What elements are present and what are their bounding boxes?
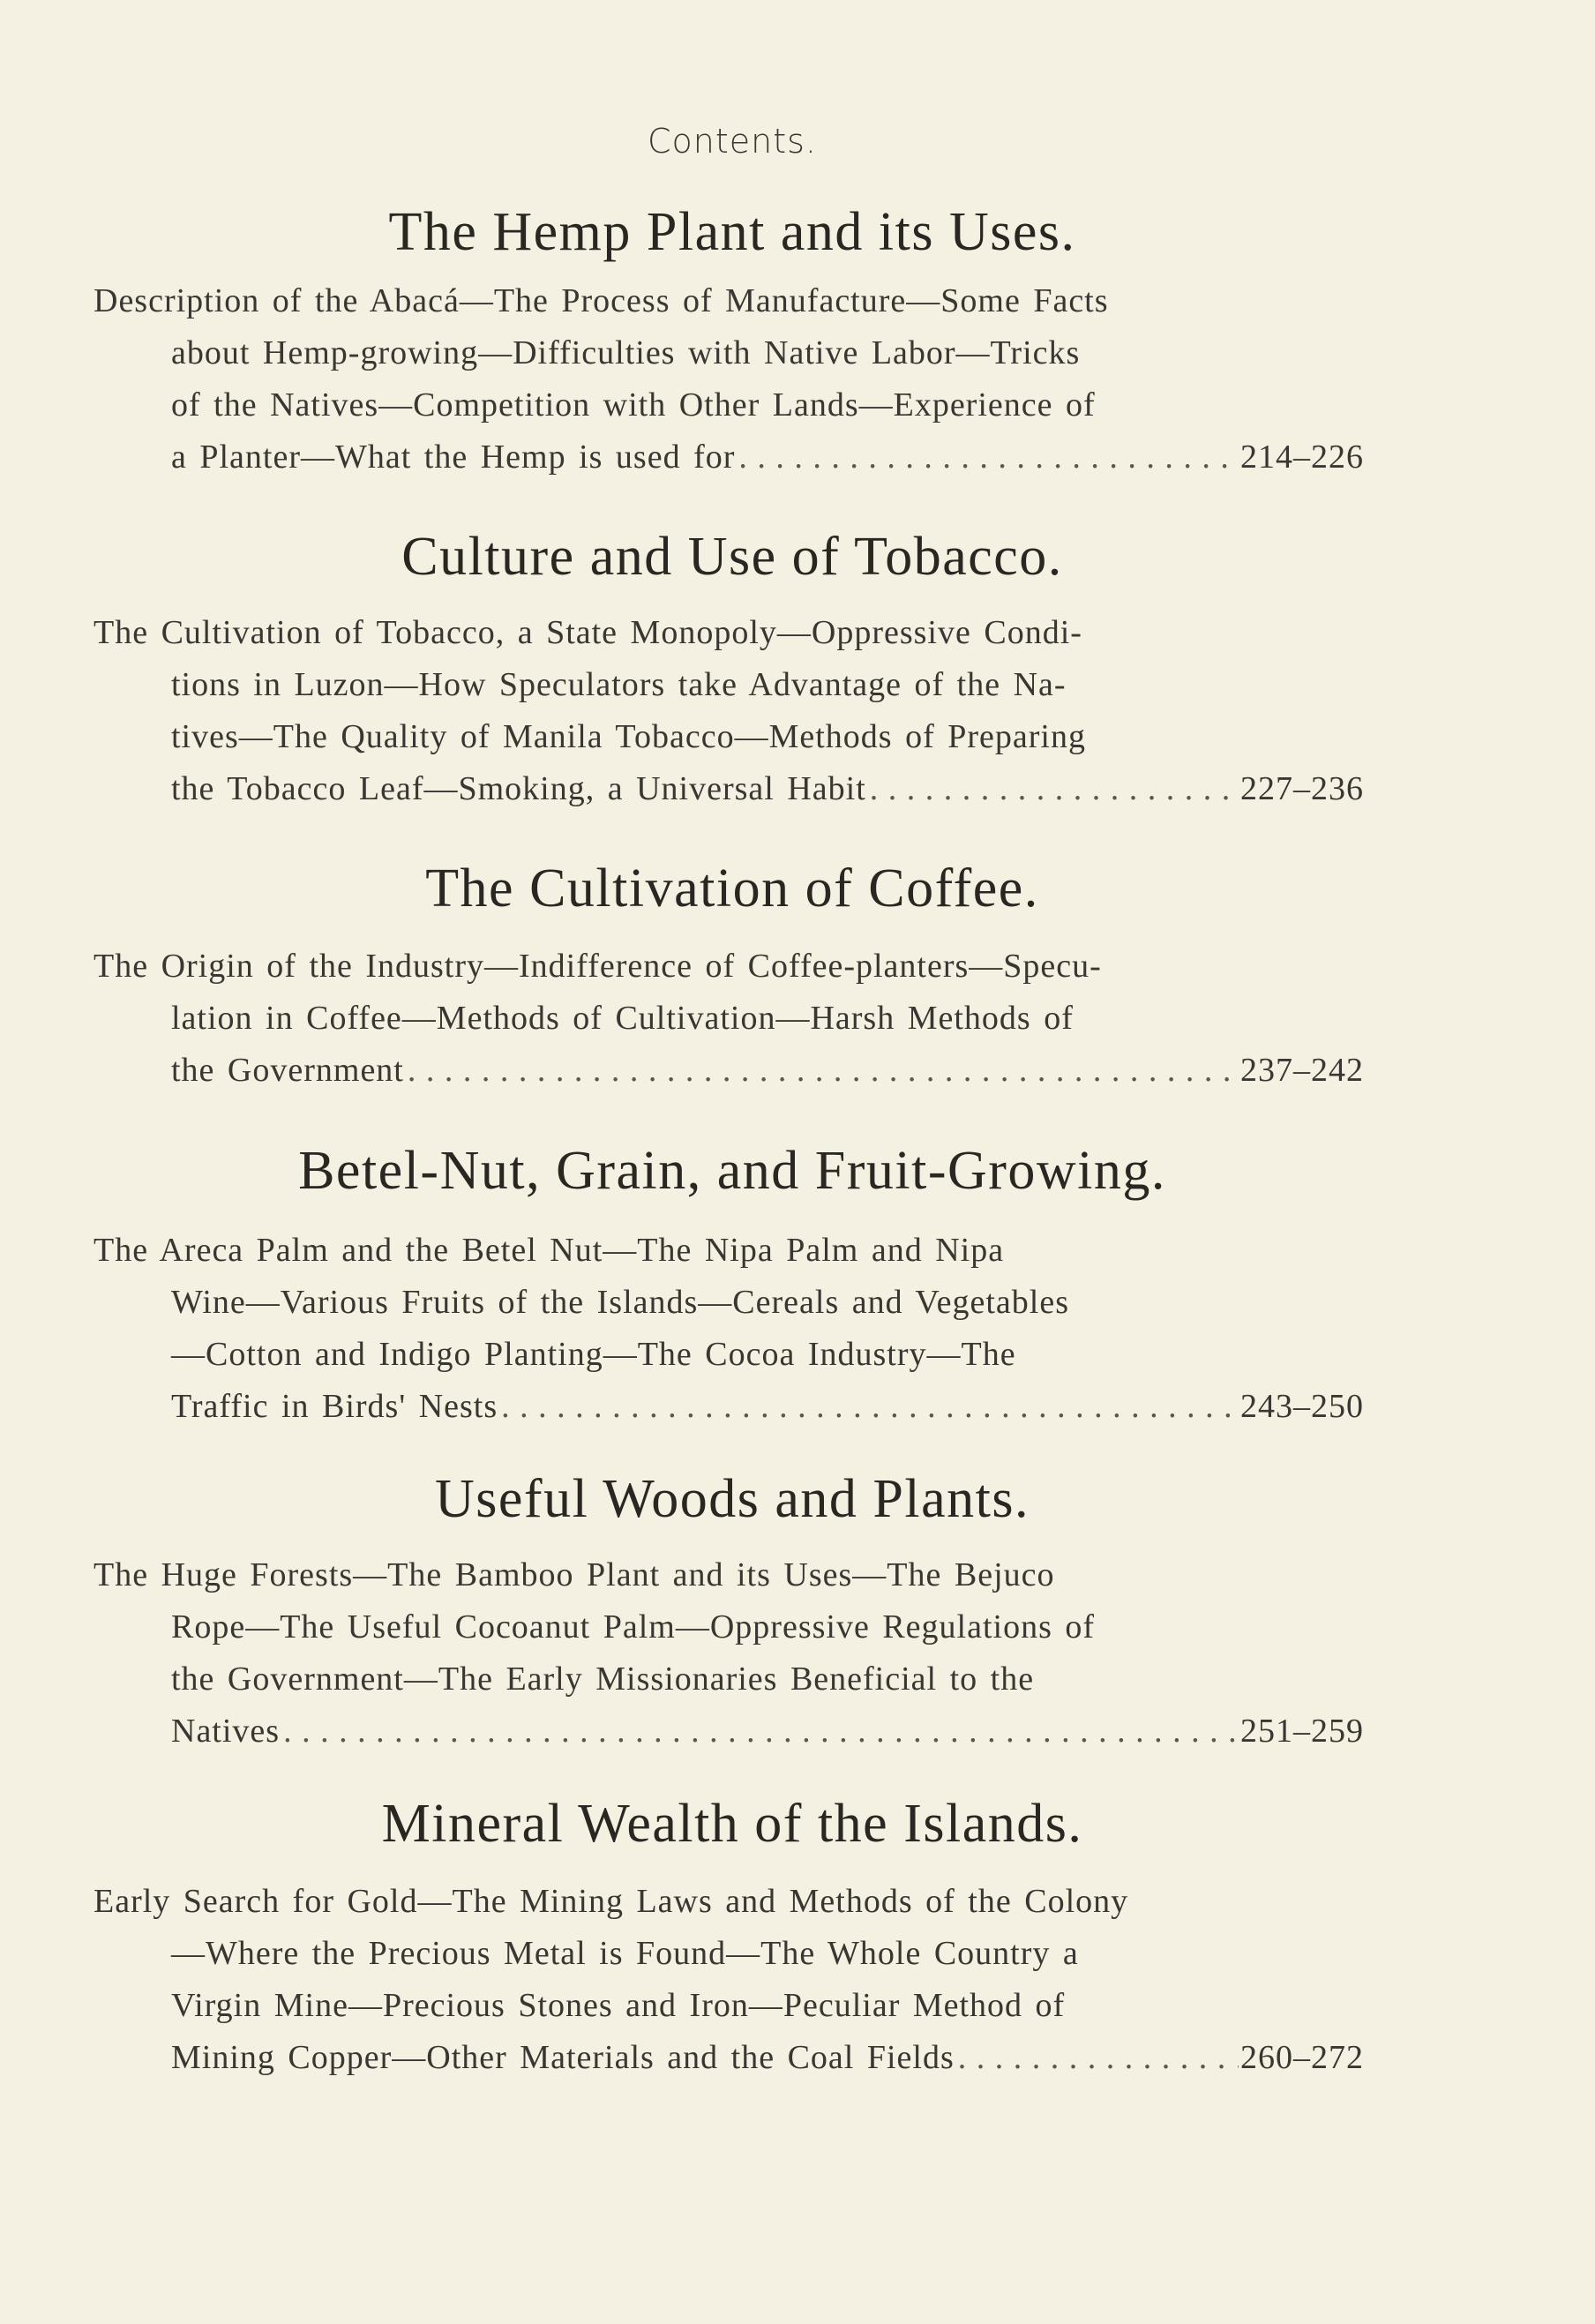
running-head: Contents. [647, 122, 817, 161]
dot-leader [404, 1045, 1239, 1097]
dot-leader [866, 763, 1239, 815]
description-line: Rope—The Useful Cocoanut Palm—Oppressive Regulations of [171, 1608, 1096, 1646]
section-description [94, 607, 1364, 815]
description-last-line [94, 431, 1364, 484]
description-line: Natives [171, 1713, 281, 1750]
section-description [94, 1876, 1364, 2084]
description-line: lation in Coffee—Methods of Cultivation—Harsh Methods of [171, 1000, 1074, 1037]
description-last-line [94, 2032, 1364, 2084]
page-range: 251–259 [1240, 1713, 1364, 1750]
page-range: 227–236 [1240, 770, 1364, 807]
page-range: 214–226 [1240, 439, 1364, 476]
description-line: Mining Copper—Other Materials and the Coal Fields [171, 2039, 955, 2076]
page-range: 243–250 [1240, 1388, 1364, 1425]
description-last-line [94, 1045, 1364, 1097]
dot-leader [498, 1381, 1239, 1433]
description-line: Description of the Abacá—The Process of Manufacture—Some Facts [94, 282, 1109, 319]
description-line: Early Search for Gold—The Mining Laws and Methods of the Colony [94, 1883, 1129, 1920]
section-title: Mineral Wealth of the Islands. [381, 1794, 1083, 1854]
section-description [94, 1225, 1364, 1433]
description-line: Traffic in Birds' Nests [171, 1388, 498, 1425]
section-title: The Cultivation of Coffee. [425, 858, 1039, 918]
description-line: the Government—The Early Missionaries Beneficial to the [171, 1661, 1035, 1698]
description-line: a Planter—What the Hemp is used for [171, 439, 736, 476]
description-line: of the Natives—Competition with Other Lands—Experience of [171, 386, 1096, 424]
dot-leader [735, 431, 1239, 484]
section-description [94, 941, 1364, 1097]
section-description [94, 1549, 1364, 1758]
description-line: Virgin Mine—Precious Stones and Iron—Peculiar Method of [171, 1987, 1066, 2024]
section-title: The Hemp Plant and its Uses. [388, 202, 1076, 262]
description-line: about Hemp-growing—Difficulties with Native Labor—Tricks [171, 334, 1081, 371]
description-line: —Where the Precious Metal is Found—The Whole Country a [171, 1935, 1079, 1972]
description-last-line [94, 763, 1364, 815]
description-line: The Cultivation of Tobacco, a State Monopoly—Oppressive Condi- [94, 614, 1082, 651]
description-line: the Tobacco Leaf—Smoking, a Universal Habit [171, 770, 866, 807]
description-line: —Cotton and Indigo Planting—The Cocoa Industry—The [171, 1336, 1016, 1373]
page-range: 237–242 [1240, 1052, 1364, 1089]
description-line: the Government [171, 1052, 404, 1089]
section-description [94, 275, 1364, 484]
description-line: tions in Luzon—How Speculators take Advantage of the Na- [171, 666, 1067, 703]
section-title: Culture and Use of Tobacco. [401, 527, 1063, 587]
description-last-line [94, 1381, 1364, 1433]
section-title: Betel-Nut, Grain, and Fruit-Growing. [298, 1141, 1166, 1201]
description-line: The Huge Forests—The Bamboo Plant and its Uses—The Bejuco [94, 1556, 1055, 1593]
description-line: tives—The Quality of Manila Tobacco—Methods of Preparing [171, 718, 1086, 755]
description-line: The Origin of the Industry—Indifference of Coffee-planters—Specu- [94, 948, 1102, 985]
section-title: Useful Woods and Plants. [435, 1469, 1030, 1529]
description-line: Wine—Various Fruits of the Islands—Cereals and Vegetables [171, 1284, 1070, 1321]
description-last-line [94, 1706, 1364, 1758]
page-range: 260–272 [1240, 2039, 1364, 2076]
dot-leader [955, 2032, 1239, 2084]
dot-leader [280, 1706, 1239, 1758]
description-line: The Areca Palm and the Betel Nut—The Nipa Palm and Nipa [94, 1232, 1005, 1269]
